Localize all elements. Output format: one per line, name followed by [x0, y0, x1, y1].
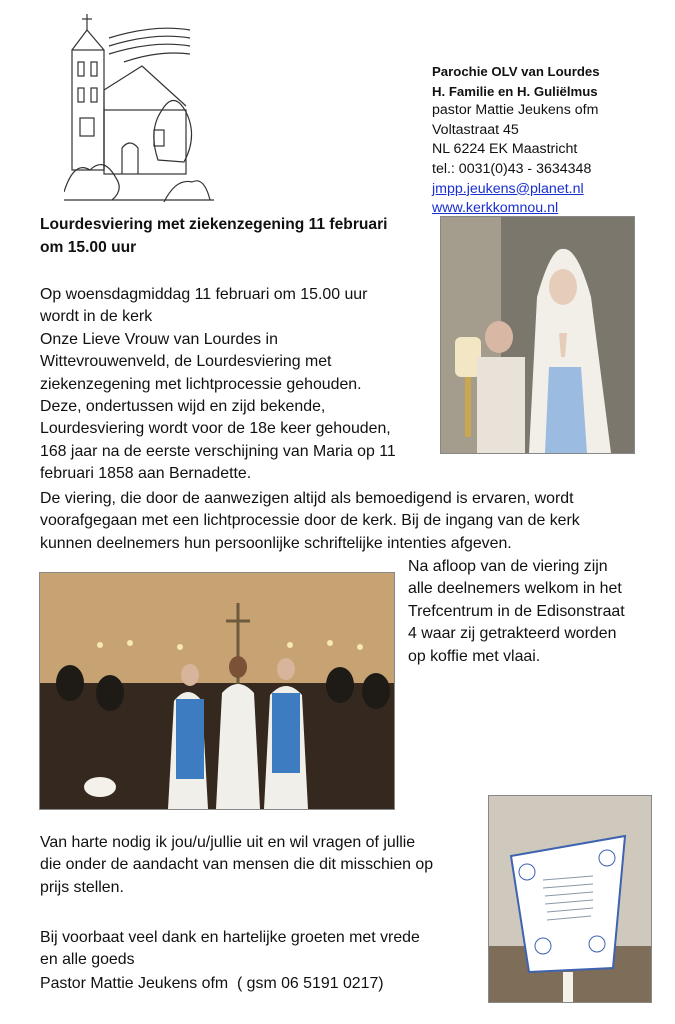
- text-line: Onze Lieve Vrouw van Lourdes in: [40, 330, 278, 348]
- church-logo: [64, 10, 214, 206]
- text-line: Op woensdagmiddag 11 februari om 15.00 uur: [40, 286, 368, 303]
- phone-number: tel.: 0031(0)43 - 3634348: [432, 160, 592, 177]
- pastor-name: pastor Mattie Jeukens ofm: [432, 102, 599, 119]
- mary-statue-photo: [440, 216, 635, 454]
- address-city: NL 6224 EK Maastricht: [432, 141, 578, 158]
- church-drawing: [64, 10, 214, 206]
- candle-photo: [488, 795, 652, 1003]
- text-line: Wittevrouwenveld, de Lourdesviering met: [40, 353, 332, 371]
- title-line: om 15.00 uur: [40, 238, 137, 256]
- parish-name: Parochie OLV van Lourdes: [432, 64, 600, 79]
- text-line: wordt in de kerk: [40, 308, 153, 326]
- title-line: Lourdesviering met ziekenzegening 11 februari: [40, 216, 388, 233]
- text-line: Lourdesviering wordt voor de 18e keer gehouden,: [40, 420, 391, 438]
- candle-image: [489, 796, 651, 1002]
- website-link[interactable]: www.kerkkomnou.nl: [432, 200, 559, 217]
- parish-header: [432, 62, 672, 219]
- procession-image: [40, 573, 394, 809]
- text-line: Deze, ondertussen wijd en zijd bekende,: [40, 398, 326, 416]
- email-link[interactable]: jmpp.jeukens@planet.nl: [432, 180, 584, 197]
- signature-line: Pastor Mattie Jeukens ofm ( gsm 06 5191 0217): [40, 975, 384, 992]
- invitation-paragraph: [40, 832, 480, 899]
- text-line: die onder de aandacht van mensen die dit misschien op: [40, 856, 434, 874]
- procession-photo: [39, 572, 395, 810]
- text-line: De viering, die door de aanwezigen altijd als bemoedigend is ervaren, wordt: [40, 490, 574, 507]
- mary-statue-image: [441, 217, 634, 453]
- afterwards-paragraph: [408, 556, 670, 668]
- text-line: op koffie met vlaai.: [408, 647, 541, 665]
- intro-paragraph: [40, 284, 432, 486]
- text-line: ziekenzegening met lichtprocessie gehouden.: [40, 375, 362, 393]
- text-line: Na afloop van de viering zijn: [408, 558, 608, 575]
- text-line: prijs stellen.: [40, 878, 124, 896]
- parish-subtitle: H. Familie en H. Guliëlmus: [432, 83, 598, 99]
- text-line: Bij voorbaat veel dank en hartelijke groeten met vrede: [40, 929, 420, 946]
- text-line: kunnen deelnemers hun persoonlijke schriftelijke intenties afgeven.: [40, 534, 512, 552]
- text-line: en alle goeds: [40, 951, 135, 969]
- page-title: [40, 214, 420, 259]
- text-line: Van harte nodig ik jou/u/jullie uit en wil vragen of jullie: [40, 834, 416, 851]
- text-line: voorafgegaan met een lichtprocessie door de kerk. Bij de ingang van de kerk: [40, 512, 580, 530]
- text-line: 4 waar zij getrakteerd worden: [408, 625, 617, 643]
- text-line: alle deelnemers welkom in het: [408, 580, 622, 598]
- text-line: 168 jaar na de eerste verschijning van Maria op 11: [40, 442, 396, 460]
- closing-paragraph: [40, 927, 480, 972]
- address-street: Voltastraat 45: [432, 121, 519, 138]
- text-line: Trefcentrum in de Edisonstraat: [408, 602, 625, 620]
- procession-paragraph: [40, 488, 660, 555]
- text-line: februari 1858 aan Bernadette.: [40, 465, 252, 483]
